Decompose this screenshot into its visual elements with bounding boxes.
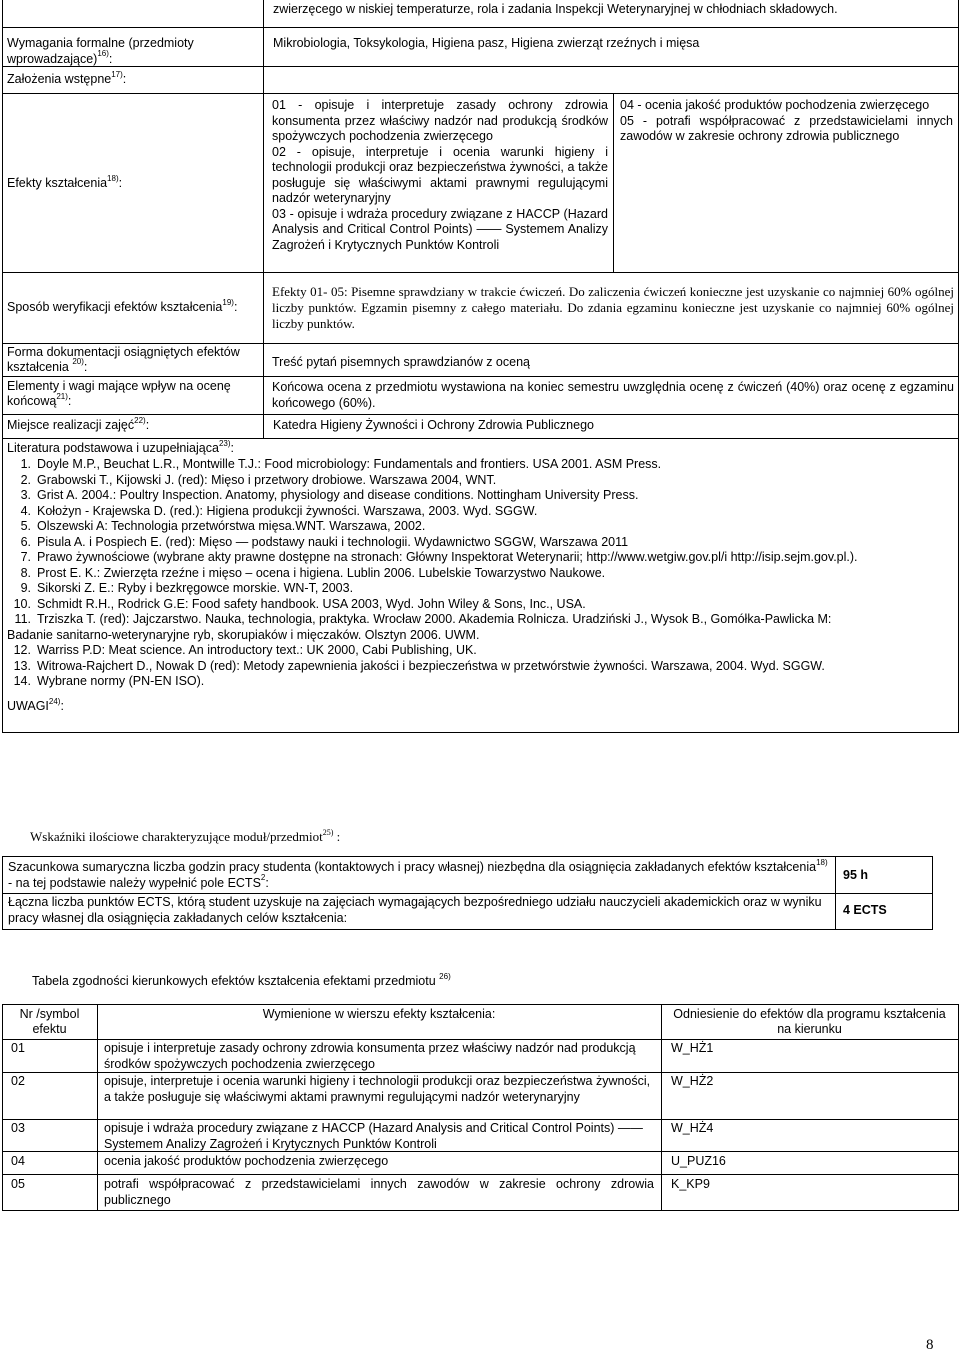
ects-points-description: Łączna liczba punktów ECTS, którą student uzyskuje na zajęciach wymagających bezpośredniego udziału nauczycieli akademickich oraz w wyniku pracy własnej dla osiągnięcia zakładanych celów kształcenia: [8, 895, 822, 925]
mapping-table-heading: Tabela zgodności kierunkowych efektów kształcenia efektami przedmiotu $^{26)}$ [32, 971, 451, 988]
literature-item-number: 13. [13, 658, 31, 673]
table-row-nr: 01 [11, 1041, 25, 1055]
literature-item-text: Prawo żywnościowe (wybrane akty prawne dostępne na stronach: Główny Inspektorat Weterynarii; http://www.wetgiw.gov.pl/i http://isip.sejm.gov.pl.). [37, 550, 858, 564]
literature-item-text: Olszewski A: Technologia przetwórstwa mięsa.WNT. Warszawa, 2002. [37, 519, 426, 533]
literature-item-number: 6. [20, 534, 31, 549]
literature-item [7, 535, 953, 551]
literature-item [7, 674, 953, 690]
table-row-nr: 02 [11, 1074, 25, 1088]
col-header-ref: Odniesienie do efektów dla programu kształcenia na kierunku [673, 1007, 946, 1036]
table-row-desc: potrafi współpracować z przedstawicielami innych zawodów w zakresie ochrony zdrowia publicznego [104, 1177, 654, 1207]
documentation-label: Forma dokumentacji osiągniętych efektów kształcenia $^{20)}$: [7, 345, 240, 374]
literature-item-number: 11. [14, 612, 31, 626]
formal-requirements-label: Wymagania formalne (przedmioty wprowadzające)$^{16)}$: [7, 36, 194, 66]
literature-item-number: 12. [13, 643, 31, 657]
literature-item [7, 566, 953, 582]
table-row-ref: K_KP9 [671, 1177, 710, 1191]
literature-item-number: 7. [20, 550, 31, 564]
table-row-nr: 05 [11, 1177, 25, 1191]
content-continuation: zwierzęcego w niskiej temperaturze, rola i zadania Inspekcji Weterynaryjnej w chłodniach składowych. [273, 2, 838, 16]
formal-requirements-value: Mikrobiologia, Toksykologia, Higiena pasz, Higiena zwierząt rzeźnych i mięsa [273, 36, 700, 50]
table-row-desc: ocenia jakość produktów pochodzenia zwierzęcego [104, 1154, 389, 1168]
notes-label: UWAGI$^{24)}$: [7, 696, 64, 713]
learning-outcome-01: 01 - opisuje i interpretuje zasady ochrony zdrowia konsumenta przez właściwy nadzór nad produkcją środków spożywczych pochodzenia zwierzęcego [272, 98, 608, 143]
literature-item-number: 10. [13, 596, 31, 611]
literature-item-number: 3. [20, 488, 31, 502]
literature-item [7, 504, 953, 520]
learning-outcome-02: 02 - opisuje, interpretuje i ocenia warunki higieny i technologii produkcji oraz bezpieczeństwa żywności, a także posługuje się właściwymi aktami prawnymi regulującymi nadzór weterynaryjny [272, 144, 608, 205]
literature-item [7, 612, 953, 628]
literature-item [7, 488, 953, 504]
literature-item-number: 2. [20, 472, 31, 487]
table-row-ref: W_HŻ1 [671, 1041, 714, 1055]
literature-item [7, 643, 953, 659]
place-label: Miejsce realizacji zajęć$^{22)}$: [7, 415, 150, 432]
literature-item-text: Trziszka T. (red): Jajczarstwo. Nauka, technologia, praktyka. Wrocław 2000. Akademia Rolnicza. Uradziński J., Wysok B., Gomółka-Pawlicka M: [37, 612, 832, 626]
quantitative-heading: Wskaźniki ilościowe charakteryzujące moduł/przedmiot$^{25)}$ : [30, 827, 341, 844]
literature-item [7, 473, 953, 489]
learning-outcome-05: 05 - potrafi współpracować z przedstawicielami innych zawodów w zakresie ochrony zdrowia publicznego [620, 113, 953, 143]
literature-item [7, 597, 953, 613]
table-row-ref: W_HŻ2 [671, 1074, 714, 1088]
literature-label: Literatura podstawowa i uzupełniająca$^{23)}$: [7, 438, 234, 455]
page-number: 8 [926, 1337, 934, 1353]
literature-item [7, 628, 953, 644]
table-row-desc: opisuje i interpretuje zasady ochrony zdrowia konsumenta przez właściwy nadzór nad produkcją środków spożywczych pochodzenia zwierzęcego [104, 1041, 636, 1071]
learning-outcomes-left [269, 98, 611, 253]
literature-item [7, 519, 953, 535]
literature-item-text: Doyle M.P., Beuchat L.R., Montwille T.J.: Food microbiology: Fundamentals and frontiers. USA 2001. ASM Press. [37, 457, 662, 471]
weights-value: Końcowa ocena z przedmiotu wystawiona na koniec semestru uwzględnia ocenę z ćwiczeń (40%) oraz ocenę z egzaminu końcowego (60%). [272, 380, 954, 410]
table-row-nr: 04 [11, 1154, 25, 1168]
place-value: Katedra Higieny Żywności i Ochrony Zdrowia Publicznego [273, 418, 594, 432]
literature-item-number: 5. [20, 519, 31, 533]
literature-item [7, 457, 953, 473]
literature-item-text: Pisula A. i Pospiech E. (red): Mięso — podstawy nauki i technologii. Wydawnictwo SGGW, Warszawa 2011 [37, 534, 629, 549]
documentation-value: Treść pytań pisemnych sprawdzianów z oceną [272, 355, 530, 369]
literature-item-number: 9. [20, 581, 31, 595]
literature-item-number: 8. [20, 565, 31, 580]
literature-item [7, 581, 953, 597]
literature-item-text: Schmidt R.H., Rodrick G.E: Food safety handbook. USA 2003, Wyd. John Wiley & Sons, Inc., USA. [37, 596, 586, 611]
ects-hours-value: 95 h [843, 868, 869, 882]
literature-item-text: Prost E. K.: Zwierzęta rzeźne i mięso – ocena i higiena. Lublin 2006. Lubelskie Towarzystwo Naukowe. [37, 565, 606, 580]
literature-item-text: Witrowa-Rajchert D., Nowak D (red): Metody zapewnienia jakości i bezpieczeństwa w przetwórstwie żywności. Warszawa, 2004. Wyd. SGGW. [37, 658, 825, 673]
literature-item-text: Grabowski T., Kijowski J. (red): Mięso i przetwory drobiowe. Warszawa 2004, WNT. [37, 472, 497, 487]
learning-outcomes-label: Efekty kształcenia$^{18)}$: [7, 173, 123, 190]
literature-item-number: 1. [20, 457, 31, 471]
learning-outcomes-right [617, 98, 956, 145]
learning-outcome-03: 03 - opisuje i wdraża procedury związane z HACCP (Hazard Analysis and Critical Control Points) —— Systemem Analizy Zagrożeń i Krytycznych Punktów Kontroli [272, 206, 608, 252]
table-row-desc: opisuje i wdraża procedury związane z HACCP (Hazard Analysis and Critical Control Points) —— Systemem Analizy Zagrożeń i Krytycznych Punktów Kontroli [104, 1121, 643, 1151]
weights-label: Elementy i wagi mające wpływ na ocenę końcową$^{21)}$: [7, 379, 231, 408]
literature-item-text: Grist A. 2004.: Poultry Inspection. Anatomy, physiology and disease conditions. Nottingham University Press. [37, 488, 639, 502]
col-header-desc: Wymienione w wierszu efekty kształcenia: [262, 1007, 496, 1021]
literature-item-number: 14. [13, 674, 31, 688]
literature-list [4, 457, 956, 690]
literature-item-text: Wybrane normy (PN-EN ISO). [37, 674, 205, 688]
verification-label: Sposób weryfikacji efektów kształcenia$^{19)}$: [7, 297, 238, 314]
literature-item-text: Sikorski Z. E.: Ryby i bezkręgowce morskie. WN-T, 2003. [37, 581, 354, 595]
learning-outcome-04: 04 - ocenia jakość produktów pochodzenia zwierzęcego [620, 98, 930, 112]
literature-item-text: Badanie sanitarno-weterynaryjne ryb, skorupiaków i mięczaków. Olsztyn 2006. UWM. [7, 627, 480, 642]
ects-hours-description: Szacunkowa sumaryczna liczba godzin pracy studenta (kontaktowych i pracy własnej) niezbędna dla osiągnięcia zakładanych efektów kształcenia$^{18)}$ - na tej podstawie należy wypełnić pole ECTS$^2$: [8, 857, 828, 890]
table-row-ref: U_PUZ16 [671, 1154, 726, 1168]
verification-value: Efekty 01- 05: Pisemne sprawdziany w trakcie ćwiczeń. Do zaliczenia ćwiczeń konieczne jest uzyskanie co najmniej 60% ogólnej liczby punktów. Egzamin pisemny z całego materiału. Do zdania egzaminu konieczne jest uzyskanie co najmniej 60% ogólnej liczby punktów. [272, 284, 954, 331]
table-row-ref: W_HŻ4 [671, 1121, 714, 1135]
literature-item-number: 4. [20, 503, 31, 518]
table-row-nr: 03 [11, 1121, 25, 1135]
initial-assumptions-label: Założenia wstępne$^{17)}$: [7, 69, 127, 86]
literature-item [7, 659, 953, 675]
literature-item-text: Kołożyn - Krajewska D. (red.): Higiena produkcji żywności. Warszawa, 2003. Wyd. SGGW. [37, 503, 538, 518]
table-row-desc: opisuje, interpretuje i ocenia warunki higieny i technologii produkcji oraz bezpieczeństwa żywności, a także posługuje się właściwymi aktami prawnymi regulującymi nadzór weterynaryjny [104, 1074, 651, 1104]
ects-points-value: 4 ECTS [843, 903, 887, 917]
literature-item-text: Warriss P.D: Meat science. An introductory text.: UK 2000, Cabi Publishing, UK. [37, 643, 477, 657]
col-header-nr: Nr /symbol efektu [19, 1007, 80, 1036]
literature-item [7, 550, 953, 566]
